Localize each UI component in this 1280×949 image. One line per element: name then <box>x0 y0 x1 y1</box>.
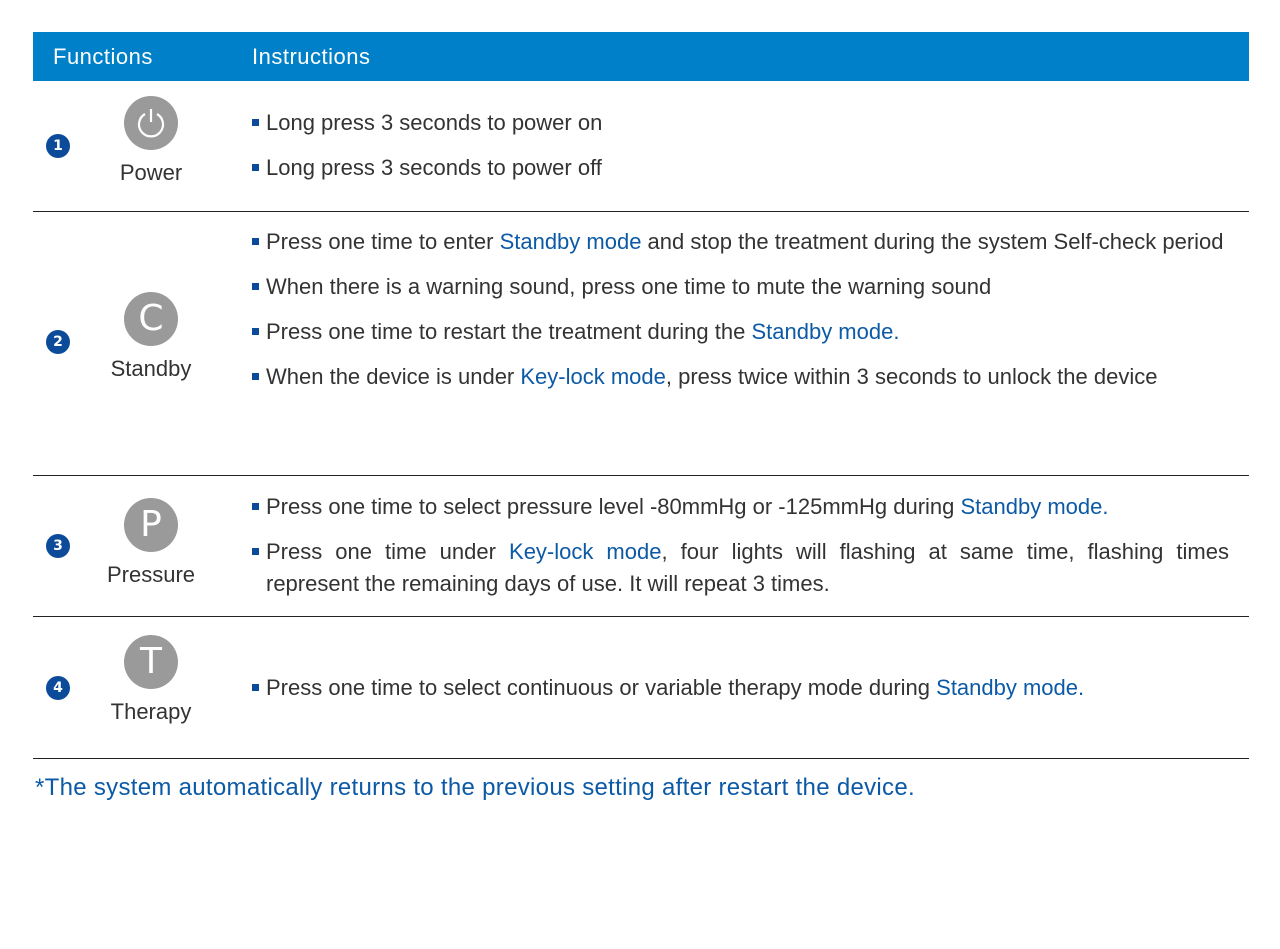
instruction-bullet <box>250 107 1229 139</box>
mode-highlight: Standby mode. <box>936 675 1085 700</box>
instruction-bullet <box>250 361 1229 393</box>
table-row <box>33 617 1249 759</box>
instruction-cell <box>250 107 1229 184</box>
function-label: Standby <box>110 356 192 381</box>
instruction-text: Long press 3 seconds to power on <box>266 110 603 135</box>
mode-highlight: Standby mode. <box>960 494 1109 519</box>
row-number-badge: 2 <box>46 330 70 354</box>
instruction-bullet <box>250 672 1229 704</box>
mode-highlight: Key-lock mode <box>520 364 666 389</box>
table-body <box>33 81 1249 759</box>
power-icon <box>124 96 178 150</box>
instruction-text: Press one time to select continuous or variable therapy mode during <box>266 675 937 700</box>
bullet-square-icon <box>252 119 259 126</box>
instruction-text: Long press 3 seconds to power off <box>266 155 602 180</box>
mode-highlight: Standby mode <box>499 229 642 254</box>
bullet-square-icon <box>252 283 259 290</box>
instruction-bullet <box>250 316 1229 348</box>
row-number-badge: 3 <box>46 534 70 558</box>
bullet-square-icon <box>252 373 259 380</box>
instruction-bullet <box>250 536 1229 600</box>
table-row <box>33 476 1249 617</box>
mode-highlight: Key-lock mode <box>509 539 662 564</box>
instructions-table <box>33 32 1249 759</box>
therapy-icon: T <box>124 635 178 689</box>
function-cell <box>101 96 201 186</box>
footnote: *The system automatically returns to the previous setting after restart the device. <box>35 774 915 801</box>
instruction-text: , four lights will flashing at same time, flashing times represent the remaining days of use. It will repeat 3 times. <box>266 539 1229 596</box>
instruction-text: Press one time under <box>266 539 510 564</box>
row-number-badge: 4 <box>46 676 70 700</box>
bullet-square-icon <box>252 328 259 335</box>
instruction-text: Press one time to select pressure level -80mmHg or -125mmHg during <box>266 494 961 519</box>
function-cell <box>101 635 201 725</box>
instruction-cell <box>250 226 1229 393</box>
bullet-square-icon <box>252 684 259 691</box>
table-header <box>33 32 1249 81</box>
mode-highlight: Standby mode. <box>751 319 900 344</box>
instruction-text: When there is a warning sound, press one time to mute the warning sound <box>266 274 992 299</box>
table-row <box>33 212 1249 476</box>
standby-icon: C <box>124 292 178 346</box>
instruction-text: , press twice within 3 seconds to unlock the device <box>665 364 1158 389</box>
bullet-square-icon <box>252 503 259 510</box>
instruction-text: Press one time to restart the treatment during the <box>266 319 752 344</box>
instruction-bullet <box>250 271 1229 303</box>
instruction-text: Press one time to enter <box>266 229 500 254</box>
instruction-text: and stop the treatment during the system Self-check period <box>641 229 1224 254</box>
pressure-icon: P <box>124 498 178 552</box>
header-instructions: Instructions <box>252 44 371 69</box>
table-row <box>33 81 1249 212</box>
header-functions: Functions <box>53 44 153 69</box>
instruction-cell <box>250 672 1229 704</box>
instruction-text: When the device is under <box>266 364 521 389</box>
instruction-bullet <box>250 152 1229 184</box>
function-label: Therapy <box>110 699 192 724</box>
instruction-bullet <box>250 491 1229 523</box>
bullet-square-icon <box>252 164 259 171</box>
function-label: Power <box>119 160 183 185</box>
function-label: Pressure <box>106 562 196 587</box>
instruction-cell <box>250 491 1229 600</box>
row-number-badge: 1 <box>46 134 70 158</box>
bullet-square-icon <box>252 548 259 555</box>
bullet-square-icon <box>252 238 259 245</box>
function-cell <box>101 292 201 382</box>
function-cell <box>101 498 201 588</box>
instruction-bullet <box>250 226 1229 258</box>
